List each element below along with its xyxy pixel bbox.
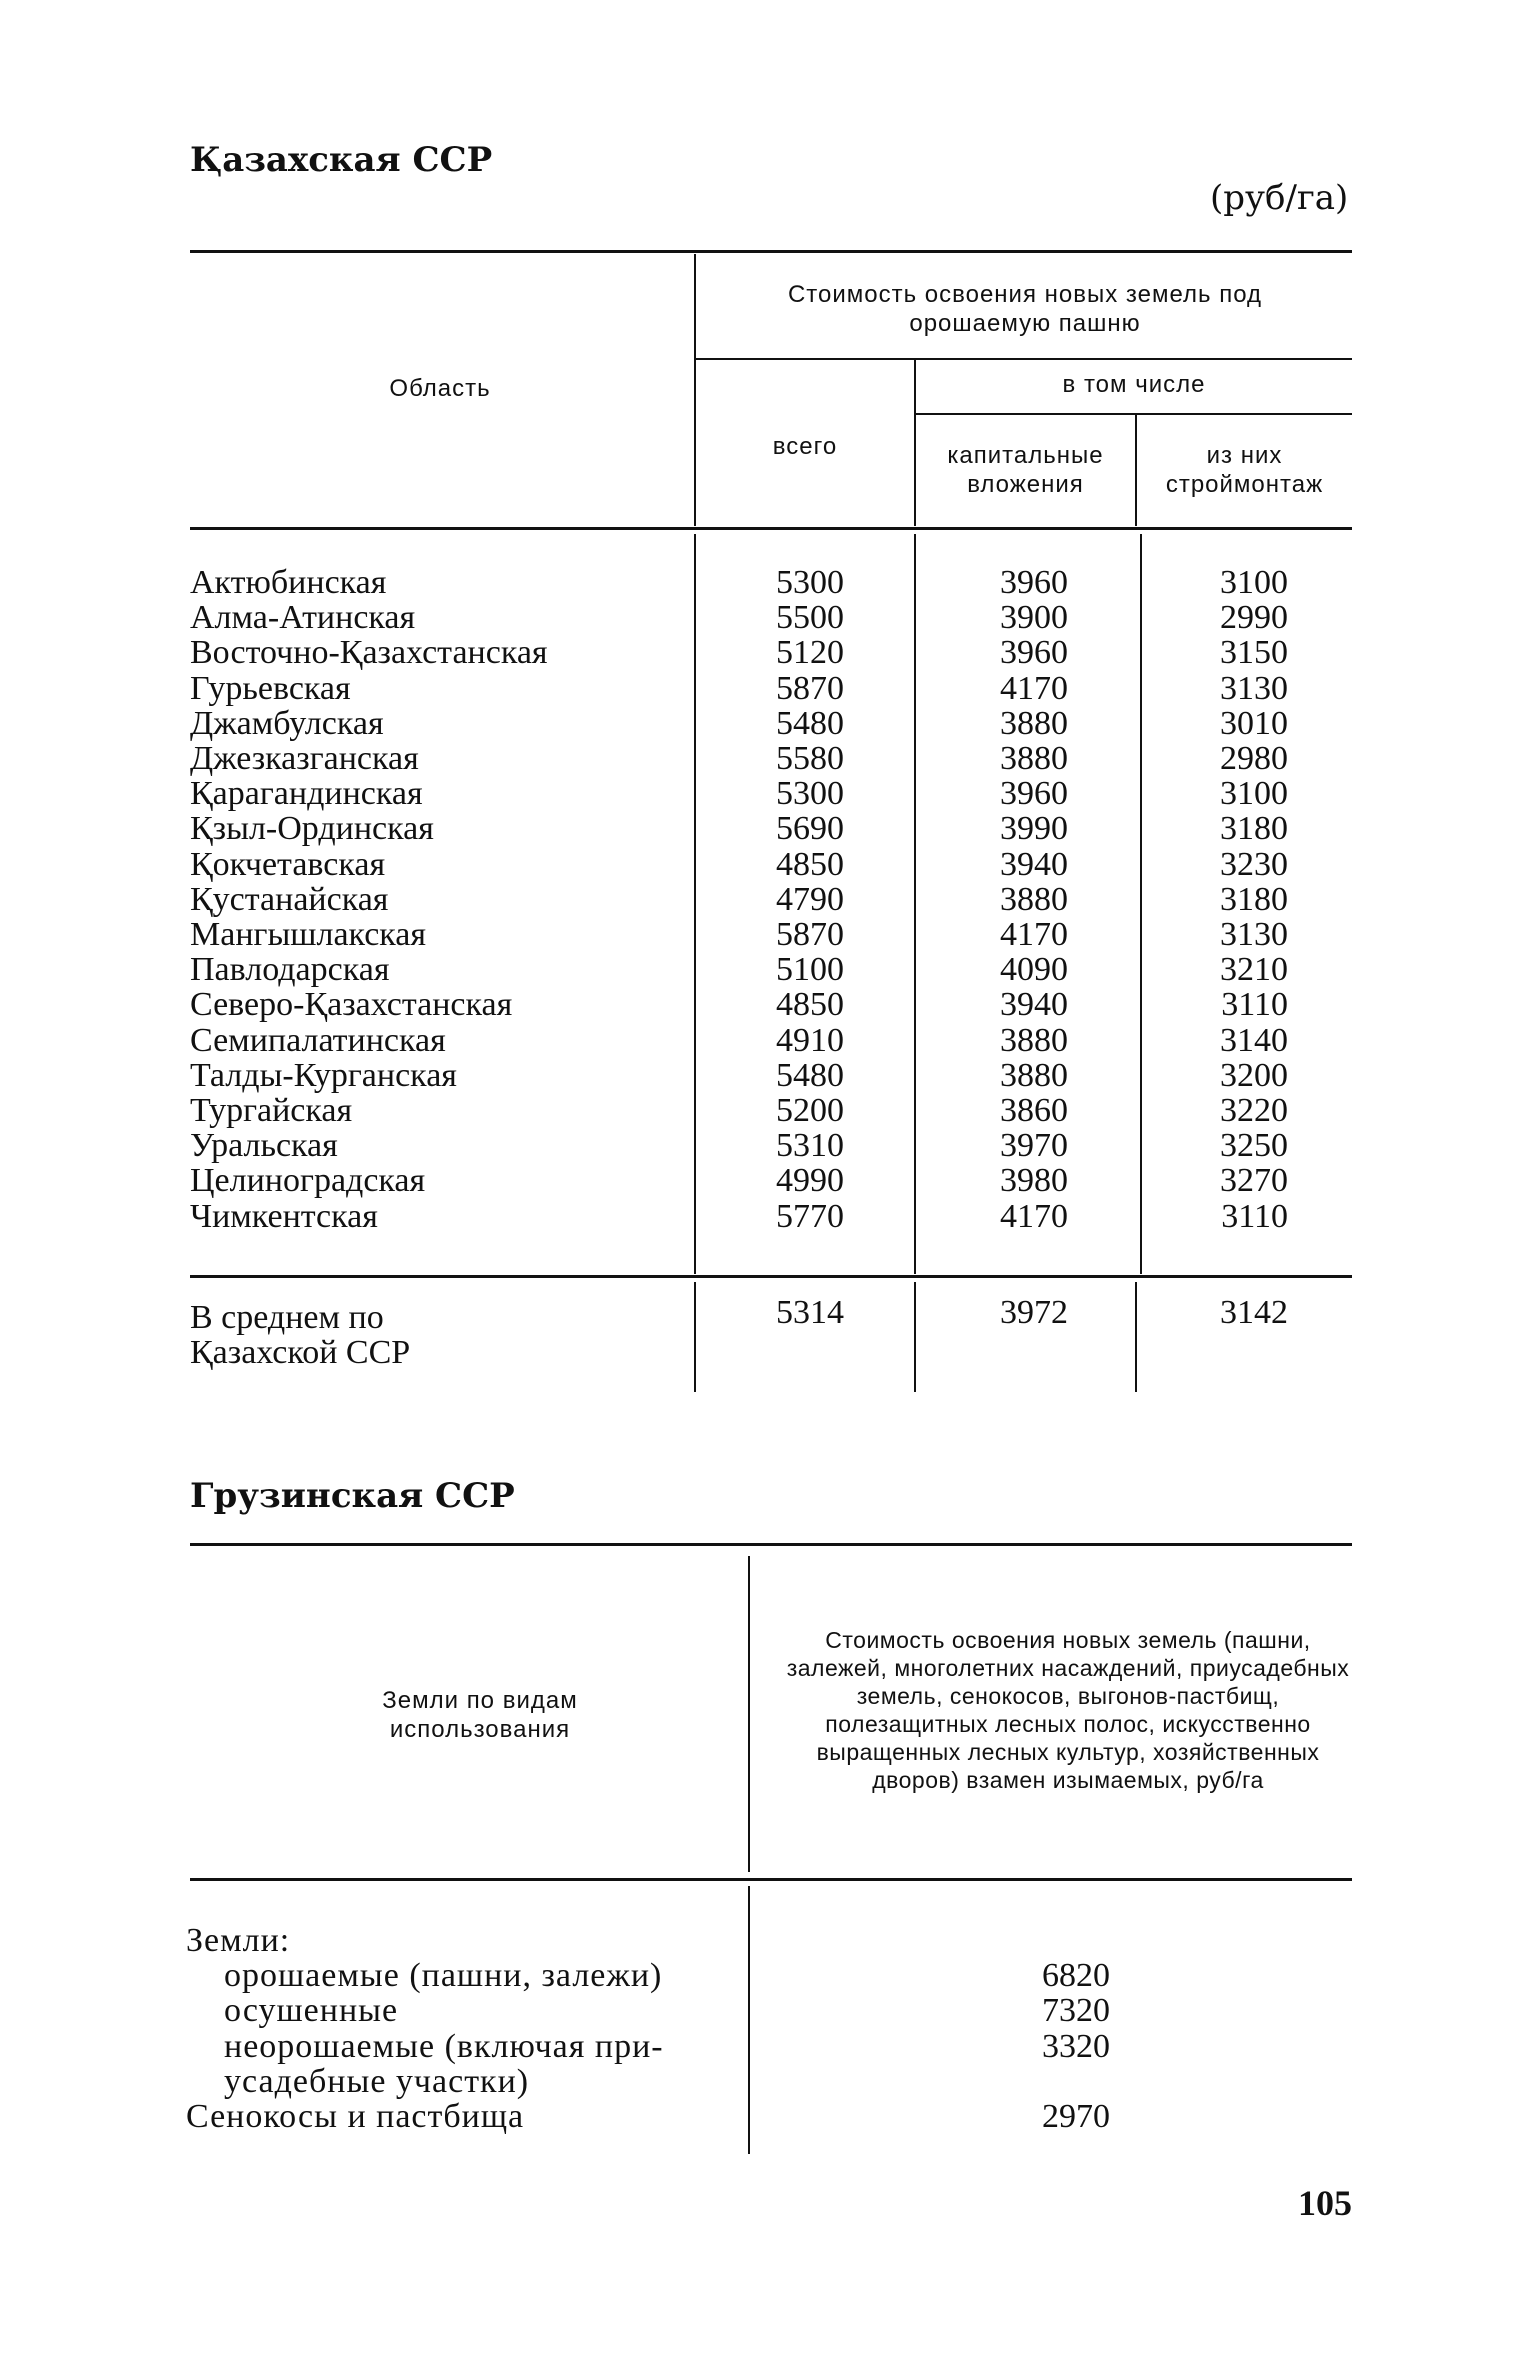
- kazakh-row-capital: 3970: [1000, 1127, 1068, 1165]
- kazakh-header-rule-incl: [916, 413, 1352, 415]
- kazakh-row-region: Қзыл-Ординская: [190, 810, 434, 848]
- kazakh-row-construction: 3110: [1221, 986, 1288, 1024]
- kazakh-row-capital: 3880: [1000, 880, 1068, 918]
- georgian-row-label: Земли:: [186, 1922, 291, 1959]
- kazakh-average-capital: 3972: [1000, 1294, 1068, 1331]
- header-region: Область: [389, 375, 491, 402]
- kazakh-total-column: [700, 565, 844, 1234]
- kazakh-body-divider-1: [694, 534, 696, 1274]
- kazakh-row-total: 5500: [776, 599, 844, 637]
- kazakh-row-total: 5480: [776, 704, 844, 742]
- kazakh-row-capital: 4170: [1000, 1197, 1068, 1235]
- kazakh-average-rule: [190, 1275, 1352, 1278]
- kazakh-row-construction: 3130: [1220, 916, 1288, 954]
- kazakh-row-capital: 4170: [1000, 916, 1068, 954]
- kazakh-row-capital: 3960: [1000, 775, 1068, 813]
- kazakh-title: Қазахская ССР: [190, 140, 493, 180]
- kazakh-row-construction: 3100: [1220, 775, 1288, 813]
- kazakh-row-capital: 3860: [1000, 1092, 1068, 1130]
- georgian-row-value: 7320: [1042, 1992, 1110, 2030]
- georgian-header-bottom-rule: [190, 1878, 1352, 1881]
- georgian-top-rule: [190, 1543, 1352, 1546]
- kazakh-body-divider-3: [1140, 534, 1142, 1274]
- kazakh-row-capital: 3900: [1000, 599, 1068, 637]
- georgian-row-value: 3320: [1042, 2027, 1110, 2065]
- kazakh-row-construction: 3110: [1221, 1197, 1288, 1235]
- kazakh-average-divider-2: [914, 1282, 916, 1392]
- kazakh-row-total: 4850: [776, 845, 844, 883]
- kazakh-row-total: 5100: [776, 951, 844, 989]
- kazakh-row-region: Джезказганская: [190, 740, 419, 778]
- kazakh-row-construction: 3270: [1220, 1162, 1288, 1200]
- kazakh-row-total: 5580: [776, 740, 844, 778]
- kazakh-row-capital: 3940: [1000, 986, 1068, 1024]
- georgian-row-value: [960, 2064, 1110, 2099]
- kazakh-row-total: 5870: [776, 669, 844, 707]
- georgian-title: Грузинская ССР: [190, 1476, 515, 1516]
- kazakh-row-capital: 3990: [1000, 810, 1068, 848]
- kazakh-average-label: В среднем по Қазахской ССР: [190, 1299, 411, 1372]
- header-total: всего: [772, 433, 838, 460]
- georgian-body-divider: [748, 1886, 750, 2154]
- kazakh-unit: (руб/га): [1210, 178, 1349, 218]
- kazakh-row-region: Гурьевская: [190, 669, 351, 707]
- georgian-row-label: усадебные участки): [224, 2062, 530, 2100]
- kazakh-row-total: 4990: [776, 1162, 844, 1200]
- kazakh-row-region: Восточно-Қазахстанская: [190, 634, 548, 672]
- kazakh-row-capital: 4090: [1000, 951, 1068, 989]
- kazakh-capital-column: [920, 565, 1068, 1234]
- kazakh-row-capital: 3960: [1000, 564, 1068, 601]
- kazakh-header-rule-cost: [696, 358, 1352, 360]
- page-number: 105: [1298, 2183, 1352, 2223]
- kazakh-row-region: Уральская: [190, 1127, 338, 1165]
- georgian-header-divider: [748, 1556, 750, 1872]
- kazakh-body-divider-2: [914, 534, 916, 1274]
- header-capital: капитальные вложения: [947, 442, 1104, 498]
- kazakh-construction-column: [1146, 565, 1288, 1234]
- kazakh-row-construction: 3250: [1220, 1127, 1288, 1165]
- kazakh-row-construction: 3180: [1220, 880, 1288, 918]
- kazakh-top-rule: [190, 250, 1352, 253]
- kazakh-row-construction: 3220: [1220, 1092, 1288, 1130]
- kazakh-row-capital: 4170: [1000, 669, 1068, 707]
- kazakh-region-column: [190, 565, 690, 1234]
- kazakh-row-total: 5310: [776, 1127, 844, 1165]
- kazakh-row-total: 5300: [776, 775, 844, 813]
- georgian-header-cost: Стоимость освоения новых земель (пашни, залежей, многолетних насаждений, приусадебных земель, сенокосов, выгонов-пастбищ, полезащитных лесных полос, искусственно выращенных лесных культур, хозяйственных дворов) взамен изымаемых, руб/га: [786, 1627, 1350, 1793]
- kazakh-row-total: 4910: [776, 1021, 844, 1059]
- kazakh-row-region: Тургайская: [190, 1092, 353, 1130]
- kazakh-row-total: 5480: [776, 1056, 844, 1094]
- kazakh-row-construction: 2980: [1220, 740, 1288, 778]
- kazakh-header-divider-1: [694, 254, 696, 526]
- georgian-header-land: Земли по видам использования: [382, 1687, 578, 1743]
- georgian-row-value: [960, 1923, 1110, 1958]
- kazakh-row-region: Мангышлакская: [190, 916, 427, 954]
- kazakh-row-region: Джамбулская: [190, 704, 384, 742]
- kazakh-row-region: Северо-Қазахстанская: [190, 986, 513, 1024]
- kazakh-row-total: 5120: [776, 634, 844, 672]
- kazakh-row-total: 5200: [776, 1092, 844, 1130]
- kazakh-row-total: 5770: [776, 1197, 844, 1235]
- kazakh-row-capital: 3960: [1000, 634, 1068, 672]
- header-incl: в том числе: [1062, 371, 1206, 398]
- georgian-row-value: 6820: [1042, 1957, 1110, 1995]
- georgian-row-value: 2970: [1042, 2098, 1110, 2136]
- kazakh-row-total: 5300: [776, 564, 844, 601]
- kazakh-row-capital: 3880: [1000, 1021, 1068, 1059]
- kazakh-row-total: 4790: [776, 880, 844, 918]
- kazakh-row-region: Алма-Атинская: [190, 599, 416, 637]
- georgian-label-column: [186, 1923, 746, 2134]
- kazakh-row-construction: 3200: [1220, 1056, 1288, 1094]
- kazakh-average-divider-1: [694, 1282, 696, 1392]
- kazakh-row-construction: 3100: [1220, 564, 1288, 601]
- kazakh-row-construction: 3230: [1220, 845, 1288, 883]
- kazakh-row-construction: 3210: [1220, 951, 1288, 989]
- kazakh-row-region: Целиноградская: [190, 1162, 426, 1200]
- kazakh-row-total: 5870: [776, 916, 844, 954]
- kazakh-row-region: Қустанайская: [190, 880, 389, 918]
- kazakh-row-total: 4850: [776, 986, 844, 1024]
- kazakh-row-construction: 3140: [1220, 1021, 1288, 1059]
- georgian-row-label: неорошаемые (включая при-: [224, 2027, 664, 2065]
- header-construction: из них строймонтаж: [1165, 442, 1324, 498]
- kazakh-row-capital: 3880: [1000, 704, 1068, 742]
- kazakh-row-region: Актюбинская: [190, 564, 387, 601]
- kazakh-row-construction: 3150: [1220, 634, 1288, 672]
- kazakh-row-capital: 3880: [1000, 740, 1068, 778]
- georgian-row-label: Сенокосы и пастбища: [186, 2098, 525, 2136]
- kazakh-row-capital: 3940: [1000, 845, 1068, 883]
- kazakh-row-construction: 3180: [1220, 810, 1288, 848]
- kazakh-average-total: 5314: [776, 1294, 844, 1331]
- georgian-row-label: орошаемые (пашни, залежи): [224, 1957, 663, 1995]
- kazakh-row-region: Талды-Курганская: [190, 1056, 457, 1094]
- header-cost: Стоимость освоения новых земель под орошаемую пашню: [787, 281, 1263, 337]
- georgian-value-column: [960, 1923, 1110, 2134]
- kazakh-row-capital: 3980: [1000, 1162, 1068, 1200]
- kazakh-average-construction: 3142: [1220, 1294, 1288, 1331]
- kazakh-row-region: Қокчетавская: [190, 845, 386, 883]
- kazakh-row-construction: 2990: [1220, 599, 1288, 637]
- georgian-row-label: осушенные: [224, 1992, 399, 2030]
- kazakh-row-construction: 3010: [1220, 704, 1288, 742]
- kazakh-row-capital: 3880: [1000, 1056, 1068, 1094]
- kazakh-average-divider-3: [1135, 1282, 1137, 1392]
- kazakh-row-construction: 3130: [1220, 669, 1288, 707]
- kazakh-header-bottom-rule: [190, 527, 1352, 530]
- kazakh-row-total: 5690: [776, 810, 844, 848]
- kazakh-row-region: Павлодарская: [190, 951, 390, 989]
- kazakh-row-region: Семипалатинская: [190, 1021, 446, 1059]
- kazakh-row-region: Қарагандинская: [190, 775, 423, 813]
- kazakh-row-region: Чимкентская: [190, 1197, 378, 1235]
